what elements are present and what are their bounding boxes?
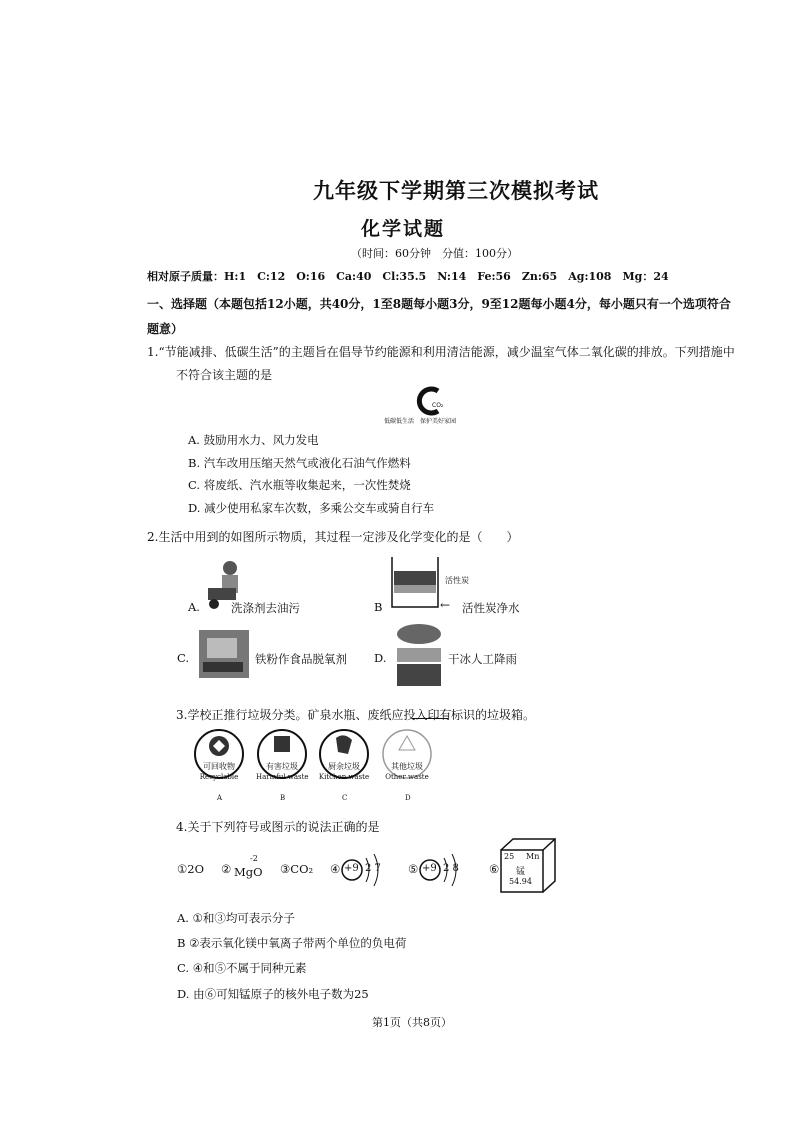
- section-heading-cont: 题意）: [147, 322, 184, 336]
- q3-stem-post: 标识的垃圾箱。: [451, 708, 536, 722]
- bin-kitchen: [318, 728, 370, 788]
- bin-d-letter: D: [405, 794, 411, 802]
- mn-element-card: [500, 838, 556, 894]
- q2-c-letter: C.: [177, 651, 190, 665]
- q2-b-label: 活性炭: [445, 576, 469, 585]
- q2-b-image: [390, 555, 440, 610]
- q2-a-text: 洗涤剂去油污: [231, 601, 300, 615]
- q2-c-text: 铁粉作食品脱氧剂: [255, 652, 347, 666]
- time-score: （时间：60分钟 分值：100分）: [351, 247, 518, 260]
- bin-c-letter: C: [342, 794, 348, 802]
- bin-recyclable: [193, 728, 245, 788]
- logo-c-shape: [419, 389, 438, 413]
- q4-option-a: A. ①和③均可表示分子: [177, 911, 295, 925]
- q2-d-text: 干冰人工降雨: [448, 652, 517, 666]
- logo-co2: CO₂: [432, 402, 444, 409]
- q2-c-image: [193, 626, 253, 684]
- mn-symbol: Mn: [526, 852, 540, 861]
- bin-b-en: Harmful waste: [256, 773, 309, 781]
- symbol-2-charge: -2: [250, 854, 258, 863]
- q2-d-letter: D.: [374, 651, 387, 665]
- q1-option-d: D. 减少使用私家车次数，多乘公交车或骑自行车: [188, 501, 435, 515]
- q4-option-b: B ②表示氧化镁中氧离子带两个单位的负电荷: [177, 936, 407, 950]
- exam-title: 九年级下学期第三次模拟考试: [313, 178, 599, 203]
- bin-d-cn: 其他垃圾: [391, 762, 423, 771]
- q2-stem: 2.生活中用到的如图所示物质，其过程一定涉及化学变化的是（ ）: [147, 530, 519, 544]
- q2-a-letter: A.: [188, 600, 200, 614]
- q3-stem-pre: 3.学校正推行垃圾分类。矿泉水瓶、废纸应投入印有: [176, 708, 452, 722]
- bin-a-cn: 可回收物: [203, 762, 235, 771]
- atom-structure-4: [340, 850, 384, 890]
- bin-c-cn: 厨余垃圾: [328, 762, 360, 771]
- mn-number: 25: [504, 852, 515, 861]
- bin-a-en: Recyclable: [199, 773, 239, 781]
- q2-b-text: 活性炭净水: [462, 601, 520, 615]
- bin-other: [381, 728, 433, 788]
- page-number: 第1页（共8页）: [372, 1016, 452, 1029]
- q2-b-letter: B: [374, 600, 383, 614]
- bin-d-en: Other waste: [385, 773, 429, 781]
- bin-b-letter: B: [280, 794, 286, 802]
- answer-blank: [412, 718, 448, 719]
- bin-harmful: [256, 728, 308, 788]
- symbol-6-num: ⑥: [489, 862, 500, 876]
- section-heading: 一、选择题（本题包括12小题，共40分，1至8题每小题3分，9至12题每小题4分，每小题只有一个选项符合: [147, 297, 731, 311]
- q1-stem-cont: 不符合该主题的是: [176, 368, 273, 382]
- symbol-4-num: ④: [330, 862, 341, 876]
- arrow-icon: ←: [440, 598, 451, 612]
- symbol-2-formula: MgO: [234, 865, 263, 879]
- atomic-masses: 相对原子质量：H:1 C:12 O:16 Ca:40 Cl:35.5 N:14 Fe:56 Zn:65 Ag:108 Mg：24: [147, 270, 669, 283]
- nucleus-5: +9: [422, 863, 437, 874]
- bin-a-letter: A: [217, 794, 223, 802]
- low-carbon-logo: [380, 383, 480, 425]
- q4-option-c: C. ④和⑤不属于同种元素: [177, 961, 307, 975]
- subject-title: 化学试题: [361, 218, 446, 240]
- bin-c-en: Kitchen waste: [318, 773, 370, 781]
- shells-5: 2 8: [443, 863, 459, 874]
- symbol-5-num: ⑤: [408, 862, 419, 876]
- q1-option-a: A. 鼓励用水力、风力发电: [188, 433, 319, 447]
- q1-option-b: B. 汽车改用压缩天然气或液化石油气作燃料: [188, 456, 411, 470]
- q2-d-image: [393, 620, 445, 690]
- q4-option-d: D. 由⑥可知锰原子的核外电子数为25: [177, 987, 369, 1001]
- q1-stem: 1.“节能减排、低碳生活”的主题旨在倡导节约能源和利用清洁能源，减少温室气体二氧化碳的排放。下列措施中: [147, 345, 735, 359]
- symbol-3: ③CO₂: [280, 862, 314, 876]
- logo-caption: 低碳低生活 保护美好家园: [384, 418, 457, 425]
- q4-stem: 4.关于下列符号或图示的说法正确的是: [176, 820, 380, 834]
- q1-option-c: C. 将废纸、汽水瓶等收集起来，一次性焚烧: [188, 478, 411, 492]
- mn-mass: 54.94: [509, 877, 532, 886]
- symbol-1: ①2O: [177, 862, 205, 876]
- bin-b-cn: 有害垃圾: [266, 762, 298, 771]
- shells-4: 2 7: [365, 863, 381, 874]
- nucleus-4: +9: [344, 863, 359, 874]
- atom-structure-5: [418, 850, 462, 890]
- mn-name: 锰: [516, 867, 526, 877]
- symbol-2-num: ②: [221, 862, 232, 876]
